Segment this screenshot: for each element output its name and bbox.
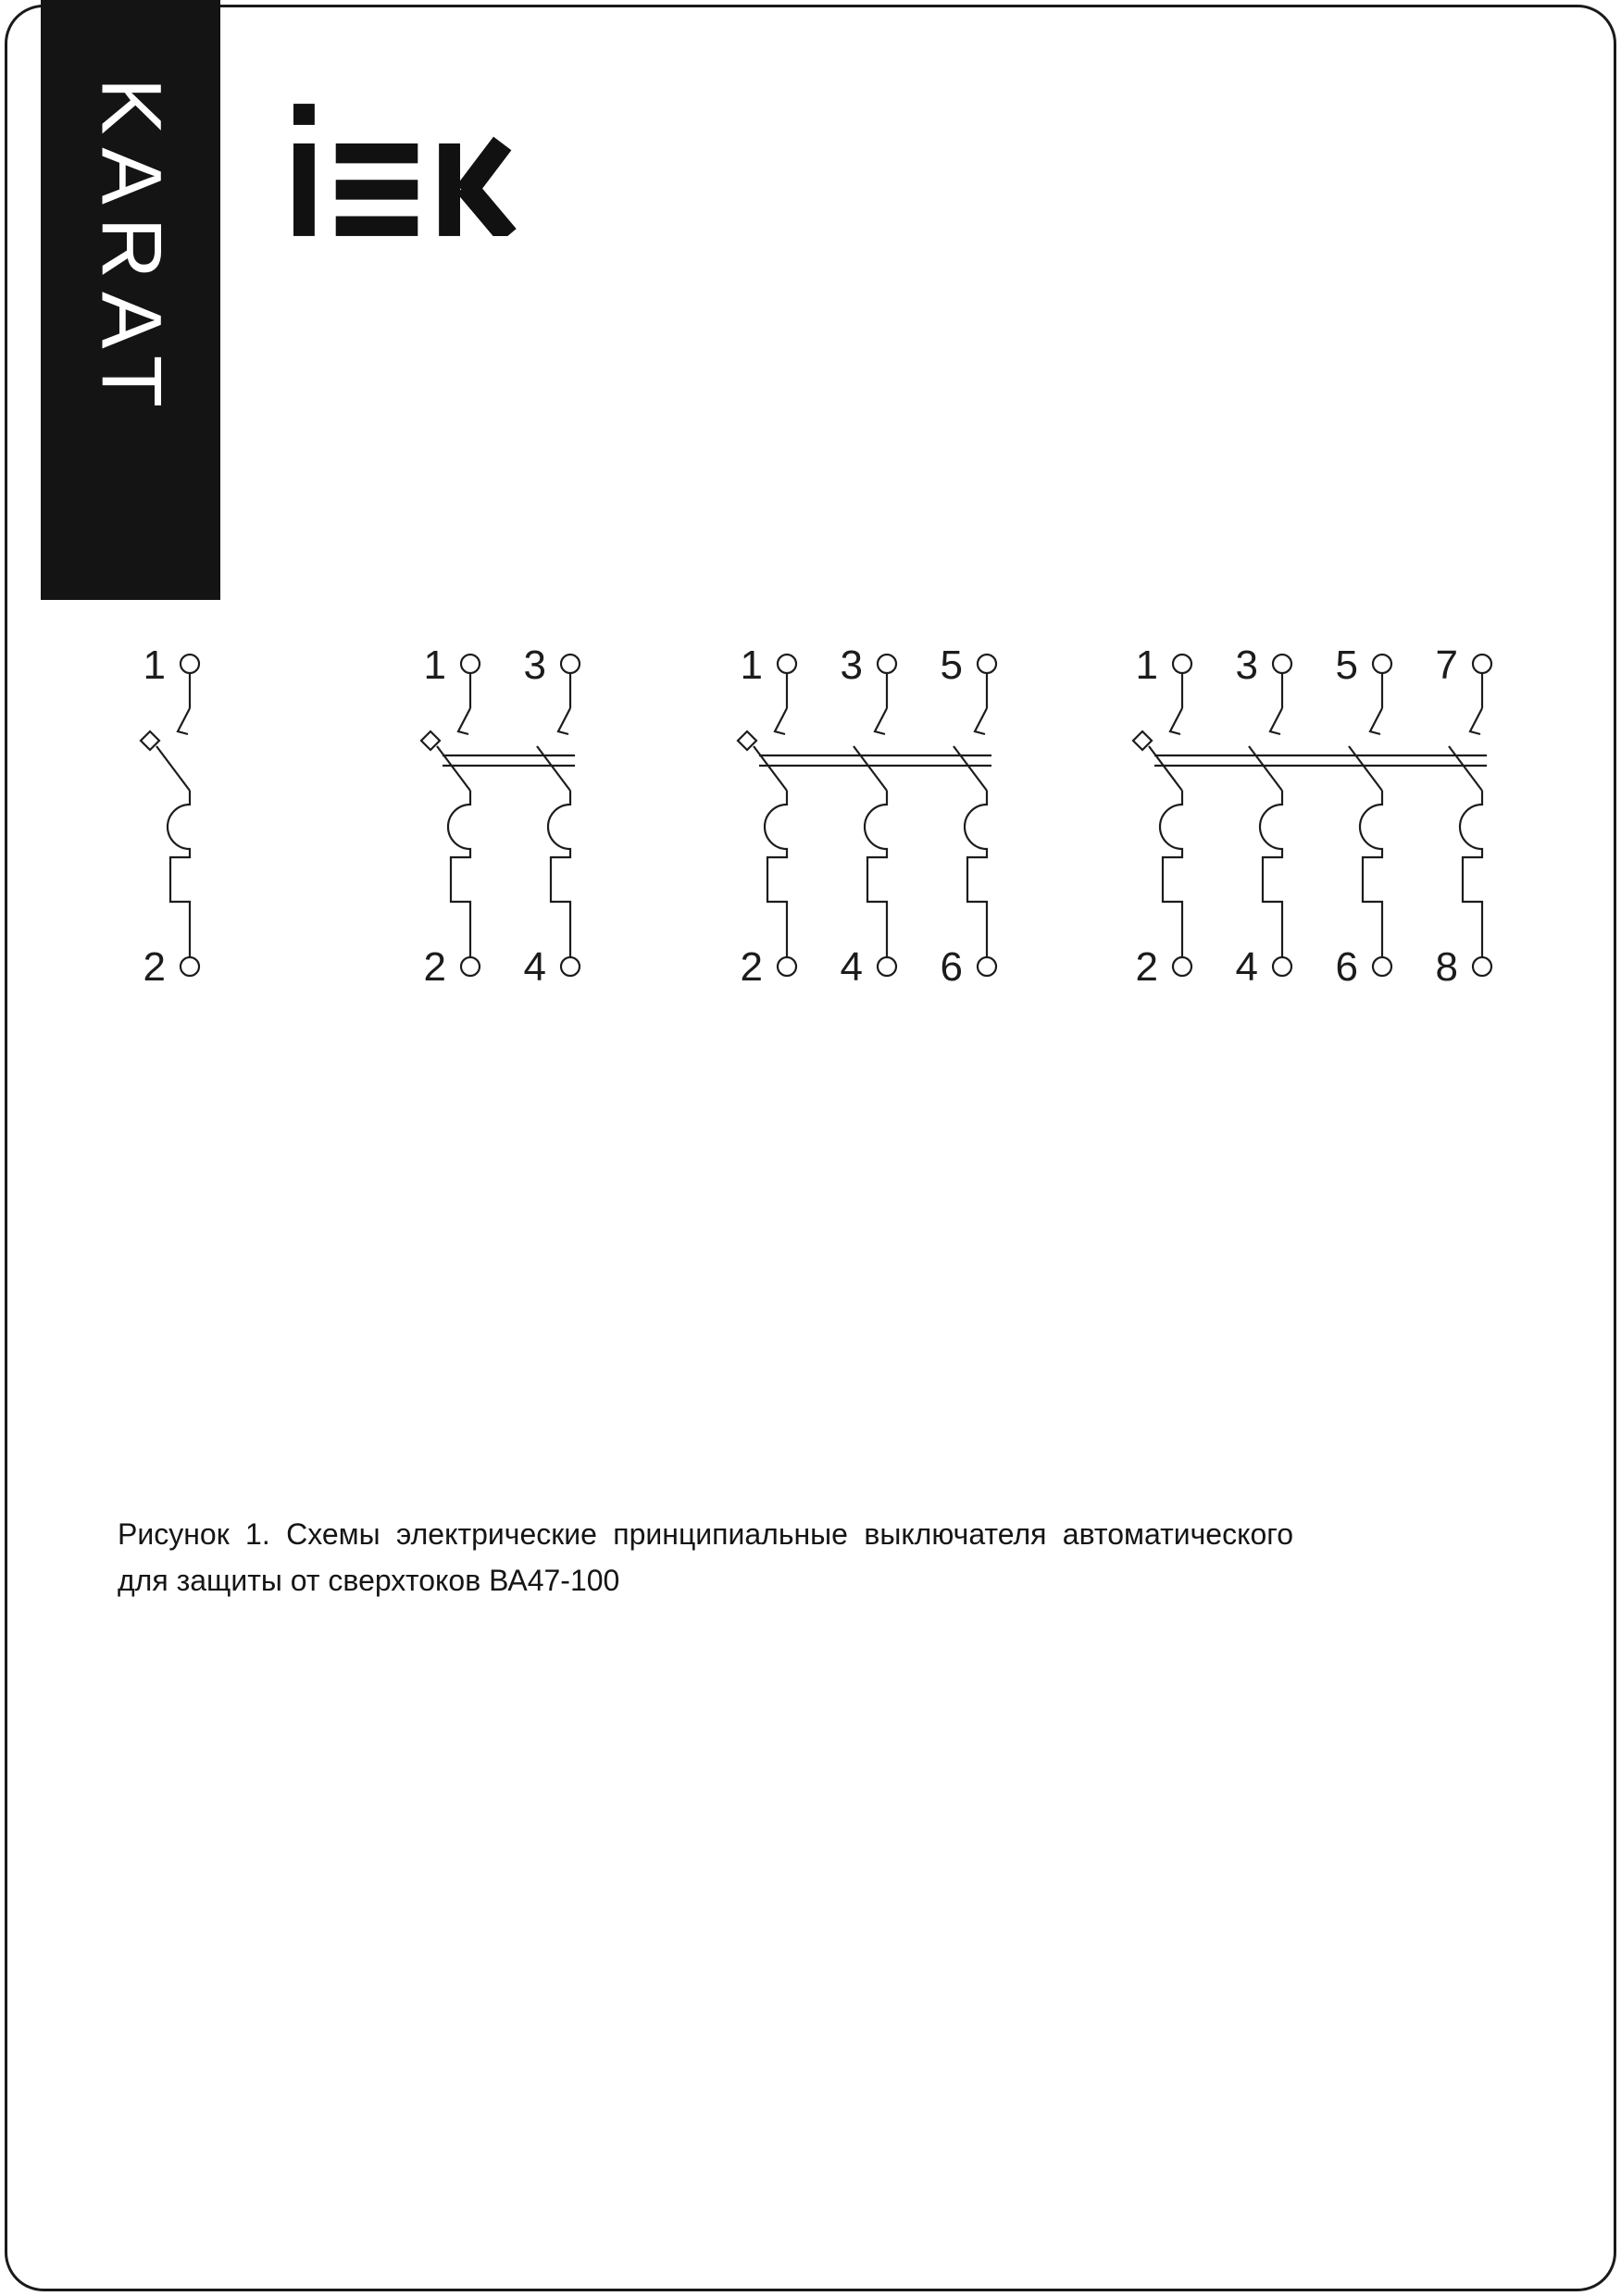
schematic-svg-2pole — [403, 646, 609, 998]
terminal-circle — [1273, 957, 1291, 976]
contact-blade — [1149, 746, 1182, 791]
schematic-2pole — [403, 646, 609, 998]
terminal-circle — [878, 655, 896, 673]
karat-brand-text: KARAT — [83, 78, 179, 420]
terminal-label: 4 — [523, 944, 546, 990]
terminal-circle — [1273, 655, 1291, 673]
trip-indicator — [975, 708, 987, 734]
terminal-circle — [978, 655, 996, 673]
trip-indicator — [775, 708, 787, 734]
terminal-circle — [181, 655, 199, 673]
terminal-label: 4 — [1235, 944, 1258, 990]
overcurrent-release — [168, 791, 190, 957]
terminal-circle — [1373, 957, 1391, 976]
overcurrent-release — [548, 791, 570, 957]
overcurrent-release — [1160, 791, 1182, 957]
contact-blade — [854, 746, 887, 791]
contact-blade — [156, 746, 190, 791]
terminal-circle — [878, 957, 896, 976]
schematic-svg-1pole — [122, 646, 229, 998]
overcurrent-release — [1360, 791, 1382, 957]
terminal-circle — [1173, 957, 1191, 976]
schematic-3pole — [719, 646, 1026, 998]
schematic-svg-3pole — [719, 646, 1026, 998]
contact-blade — [954, 746, 987, 791]
terminal-circle — [461, 655, 480, 673]
trip-indicator — [178, 708, 190, 734]
trip-indicator — [558, 708, 570, 734]
overcurrent-release — [1460, 791, 1482, 957]
trip-indicator — [458, 708, 470, 734]
terminal-label: 6 — [940, 944, 963, 990]
terminal-circle — [1473, 957, 1491, 976]
terminal-circle — [561, 957, 580, 976]
terminal-label: 5 — [940, 646, 963, 688]
terminal-circle — [778, 957, 796, 976]
contact-blade — [1249, 746, 1282, 791]
overcurrent-release — [1260, 791, 1282, 957]
trip-indicator — [1370, 708, 1382, 734]
contact-blade — [754, 746, 787, 791]
terminal-label: 1 — [740, 646, 763, 688]
terminal-label: 3 — [523, 646, 546, 688]
terminal-label: 8 — [1435, 944, 1458, 990]
overcurrent-release — [965, 791, 987, 957]
figure-caption — [118, 1511, 1293, 1603]
terminal-label: 5 — [1335, 646, 1358, 688]
terminal-label: 2 — [740, 944, 763, 990]
terminal-label: 4 — [840, 944, 863, 990]
schematic-4pole — [1115, 646, 1521, 998]
terminal-circle — [461, 957, 480, 976]
terminal-label: 1 — [143, 646, 166, 688]
schematic-svg-4pole — [1115, 646, 1521, 998]
contact-blade — [1349, 746, 1382, 791]
iek-logo-icon — [293, 104, 571, 236]
trip-indicator — [1170, 708, 1182, 734]
overcurrent-release — [865, 791, 887, 957]
terminal-circle — [978, 957, 996, 976]
terminal-label: 1 — [423, 646, 446, 688]
karat-banner — [41, 0, 220, 600]
page-border — [5, 5, 1616, 2291]
terminal-label: 2 — [143, 944, 166, 990]
trip-indicator — [1270, 708, 1282, 734]
contact-blade — [437, 746, 470, 791]
schematic-1pole — [122, 646, 229, 998]
terminal-label: 2 — [423, 944, 446, 990]
terminal-label: 3 — [840, 646, 863, 688]
iek-logo — [293, 104, 571, 241]
terminal-label: 2 — [1135, 944, 1158, 990]
overcurrent-release — [765, 791, 787, 957]
terminal-label: 6 — [1335, 944, 1358, 990]
caption-line-1: Рисунок 1. Схемы электрические принципиальные выключателя автоматического — [118, 1517, 1293, 1551]
contact-blade — [537, 746, 570, 791]
terminal-circle — [181, 957, 199, 976]
terminal-circle — [561, 655, 580, 673]
trip-indicator — [1470, 708, 1482, 734]
contact-blade — [1449, 746, 1482, 791]
terminal-label: 1 — [1135, 646, 1158, 688]
terminal-circle — [778, 655, 796, 673]
caption-line-2: для защиты от сверхтоков ВА47-100 — [118, 1564, 620, 1597]
terminal-circle — [1473, 655, 1491, 673]
overcurrent-release — [448, 791, 470, 957]
trip-indicator — [875, 708, 887, 734]
terminal-circle — [1173, 655, 1191, 673]
terminal-label: 7 — [1435, 646, 1458, 688]
terminal-label: 3 — [1235, 646, 1258, 688]
terminal-circle — [1373, 655, 1391, 673]
